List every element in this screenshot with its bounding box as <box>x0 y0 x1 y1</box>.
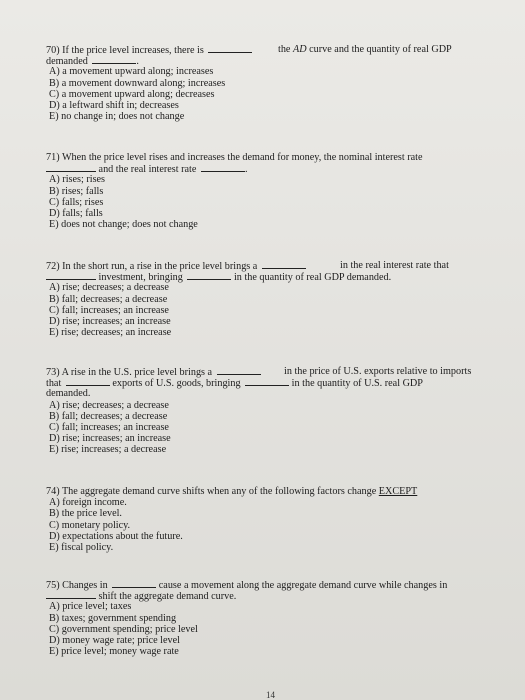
question-stem: 73) A rise in the U.S. price level brings a <box>46 367 213 378</box>
option-d: D) a leftward shift in; decreases <box>49 99 179 111</box>
answer-blank <box>46 271 96 280</box>
option-b: B) taxes; government spending <box>49 612 177 624</box>
option-c: C) monetary policy. <box>49 519 131 531</box>
option-c: C) fall; increases; an increase <box>49 421 169 433</box>
option-e: E) no change in; does not change <box>49 111 185 123</box>
question-73 <box>46 366 486 456</box>
answer-blank <box>208 44 252 53</box>
question-stem: in the real interest rate that <box>340 260 449 271</box>
option-b: B) fall; decreases; a decrease <box>49 293 168 305</box>
question-stem: investment, bringing <box>98 272 183 284</box>
option-d: D) rise; increases; an increase <box>49 315 171 327</box>
option-d: D) money wage rate; price level <box>49 634 180 646</box>
answer-blank <box>46 163 96 172</box>
answer-blank <box>217 366 261 375</box>
answer-blank <box>46 590 96 599</box>
question-stem: demanded <box>46 56 88 68</box>
option-e: E) fiscal policy. <box>49 541 114 553</box>
except-keyword: EXCEPT <box>378 486 418 497</box>
answer-blank <box>245 377 289 386</box>
question-stem: 72) In the short run, a rise in the price level brings a <box>46 261 258 272</box>
question-stem: the <box>278 44 291 55</box>
question-70: 70) If the price level increases, there is the AD curve and the quantity of real GDP demanded . A) a movement upward along; increases B) a movement downward along; increases C) a movement upward along; decreases D) a leftward shift in; decreases E) no change in; does not change <box>46 44 486 122</box>
question-stem: cause a movement along the aggregate demand curve while changes in <box>158 580 448 591</box>
option-c: C) government spending; price level <box>49 623 198 635</box>
option-d: D) rise; increases; an increase <box>49 433 171 445</box>
question-stem: 71) When the price level rises and increases the demand for money, the nominal interest rate <box>46 152 423 163</box>
option-c: C) fall; increases; an increase <box>49 304 169 316</box>
answer-blank <box>92 55 136 64</box>
question-stem: in the price of U.S. exports relative to imports <box>284 366 472 377</box>
option-a: A) foreign income. <box>49 497 127 509</box>
option-b: B) fall; decreases; a decrease <box>49 410 168 422</box>
question-stem: that <box>46 378 62 390</box>
answer-blank <box>66 377 110 386</box>
option-c: C) a movement upward along; decreases <box>49 88 215 100</box>
question-71: 71) When the price level rises and increases the demand for money, the nominal interest rate and the real interest rate . A) rises; rises B) rises; falls C) falls; rises D) falls; falls E) does not change; does not change <box>46 152 486 230</box>
question-stem: 70) If the price level increases, there is <box>46 45 204 56</box>
question-stem: shift the aggregate demand curve. <box>98 591 237 603</box>
option-a: A) rises; rises <box>49 174 106 186</box>
answer-blank <box>187 271 231 280</box>
ad-label: AD <box>293 44 307 55</box>
question-stem: and the real interest rate <box>98 164 197 176</box>
question-stem: demanded. <box>46 388 91 400</box>
question-stem: curve and the quantity of real GDP <box>309 44 452 55</box>
question-stem: in the quantity of U.S. real GDP <box>291 378 423 390</box>
answer-blank <box>201 163 245 172</box>
page-number: 14 <box>266 690 275 700</box>
option-a: A) rise; decreases; a decrease <box>49 282 169 294</box>
question-stem: exports of U.S. goods, bringing <box>112 378 241 390</box>
question-75 <box>46 579 486 657</box>
option-e: E) price level; money wage rate <box>49 646 179 658</box>
option-e: E) does not change; does not change <box>49 219 198 231</box>
option-e: E) rise; decreases; an increase <box>49 327 172 339</box>
question-74 <box>46 486 486 553</box>
option-c: C) falls; rises <box>49 196 104 208</box>
option-e: E) rise; increases; a decrease <box>49 444 167 456</box>
option-b: B) rises; falls <box>49 185 104 197</box>
option-d: D) falls; falls <box>49 207 103 219</box>
question-stem: 74) The aggregate demand curve shifts when any of the following factors change <box>46 486 377 497</box>
option-a: A) rise; decreases; a decrease <box>49 399 169 411</box>
option-a: A) a movement upward along; increases <box>49 66 214 78</box>
question-stem: 75) Changes in <box>46 580 108 591</box>
answer-blank <box>112 579 156 588</box>
question-72 <box>46 260 486 338</box>
option-a: A) price level; taxes <box>49 601 132 613</box>
answer-blank <box>262 260 306 269</box>
option-b: B) the price level. <box>49 508 122 520</box>
option-d: D) expectations about the future. <box>49 530 183 542</box>
option-b: B) a movement downward along; increases <box>49 77 226 89</box>
question-stem: in the quantity of real GDP demanded. <box>233 272 392 284</box>
